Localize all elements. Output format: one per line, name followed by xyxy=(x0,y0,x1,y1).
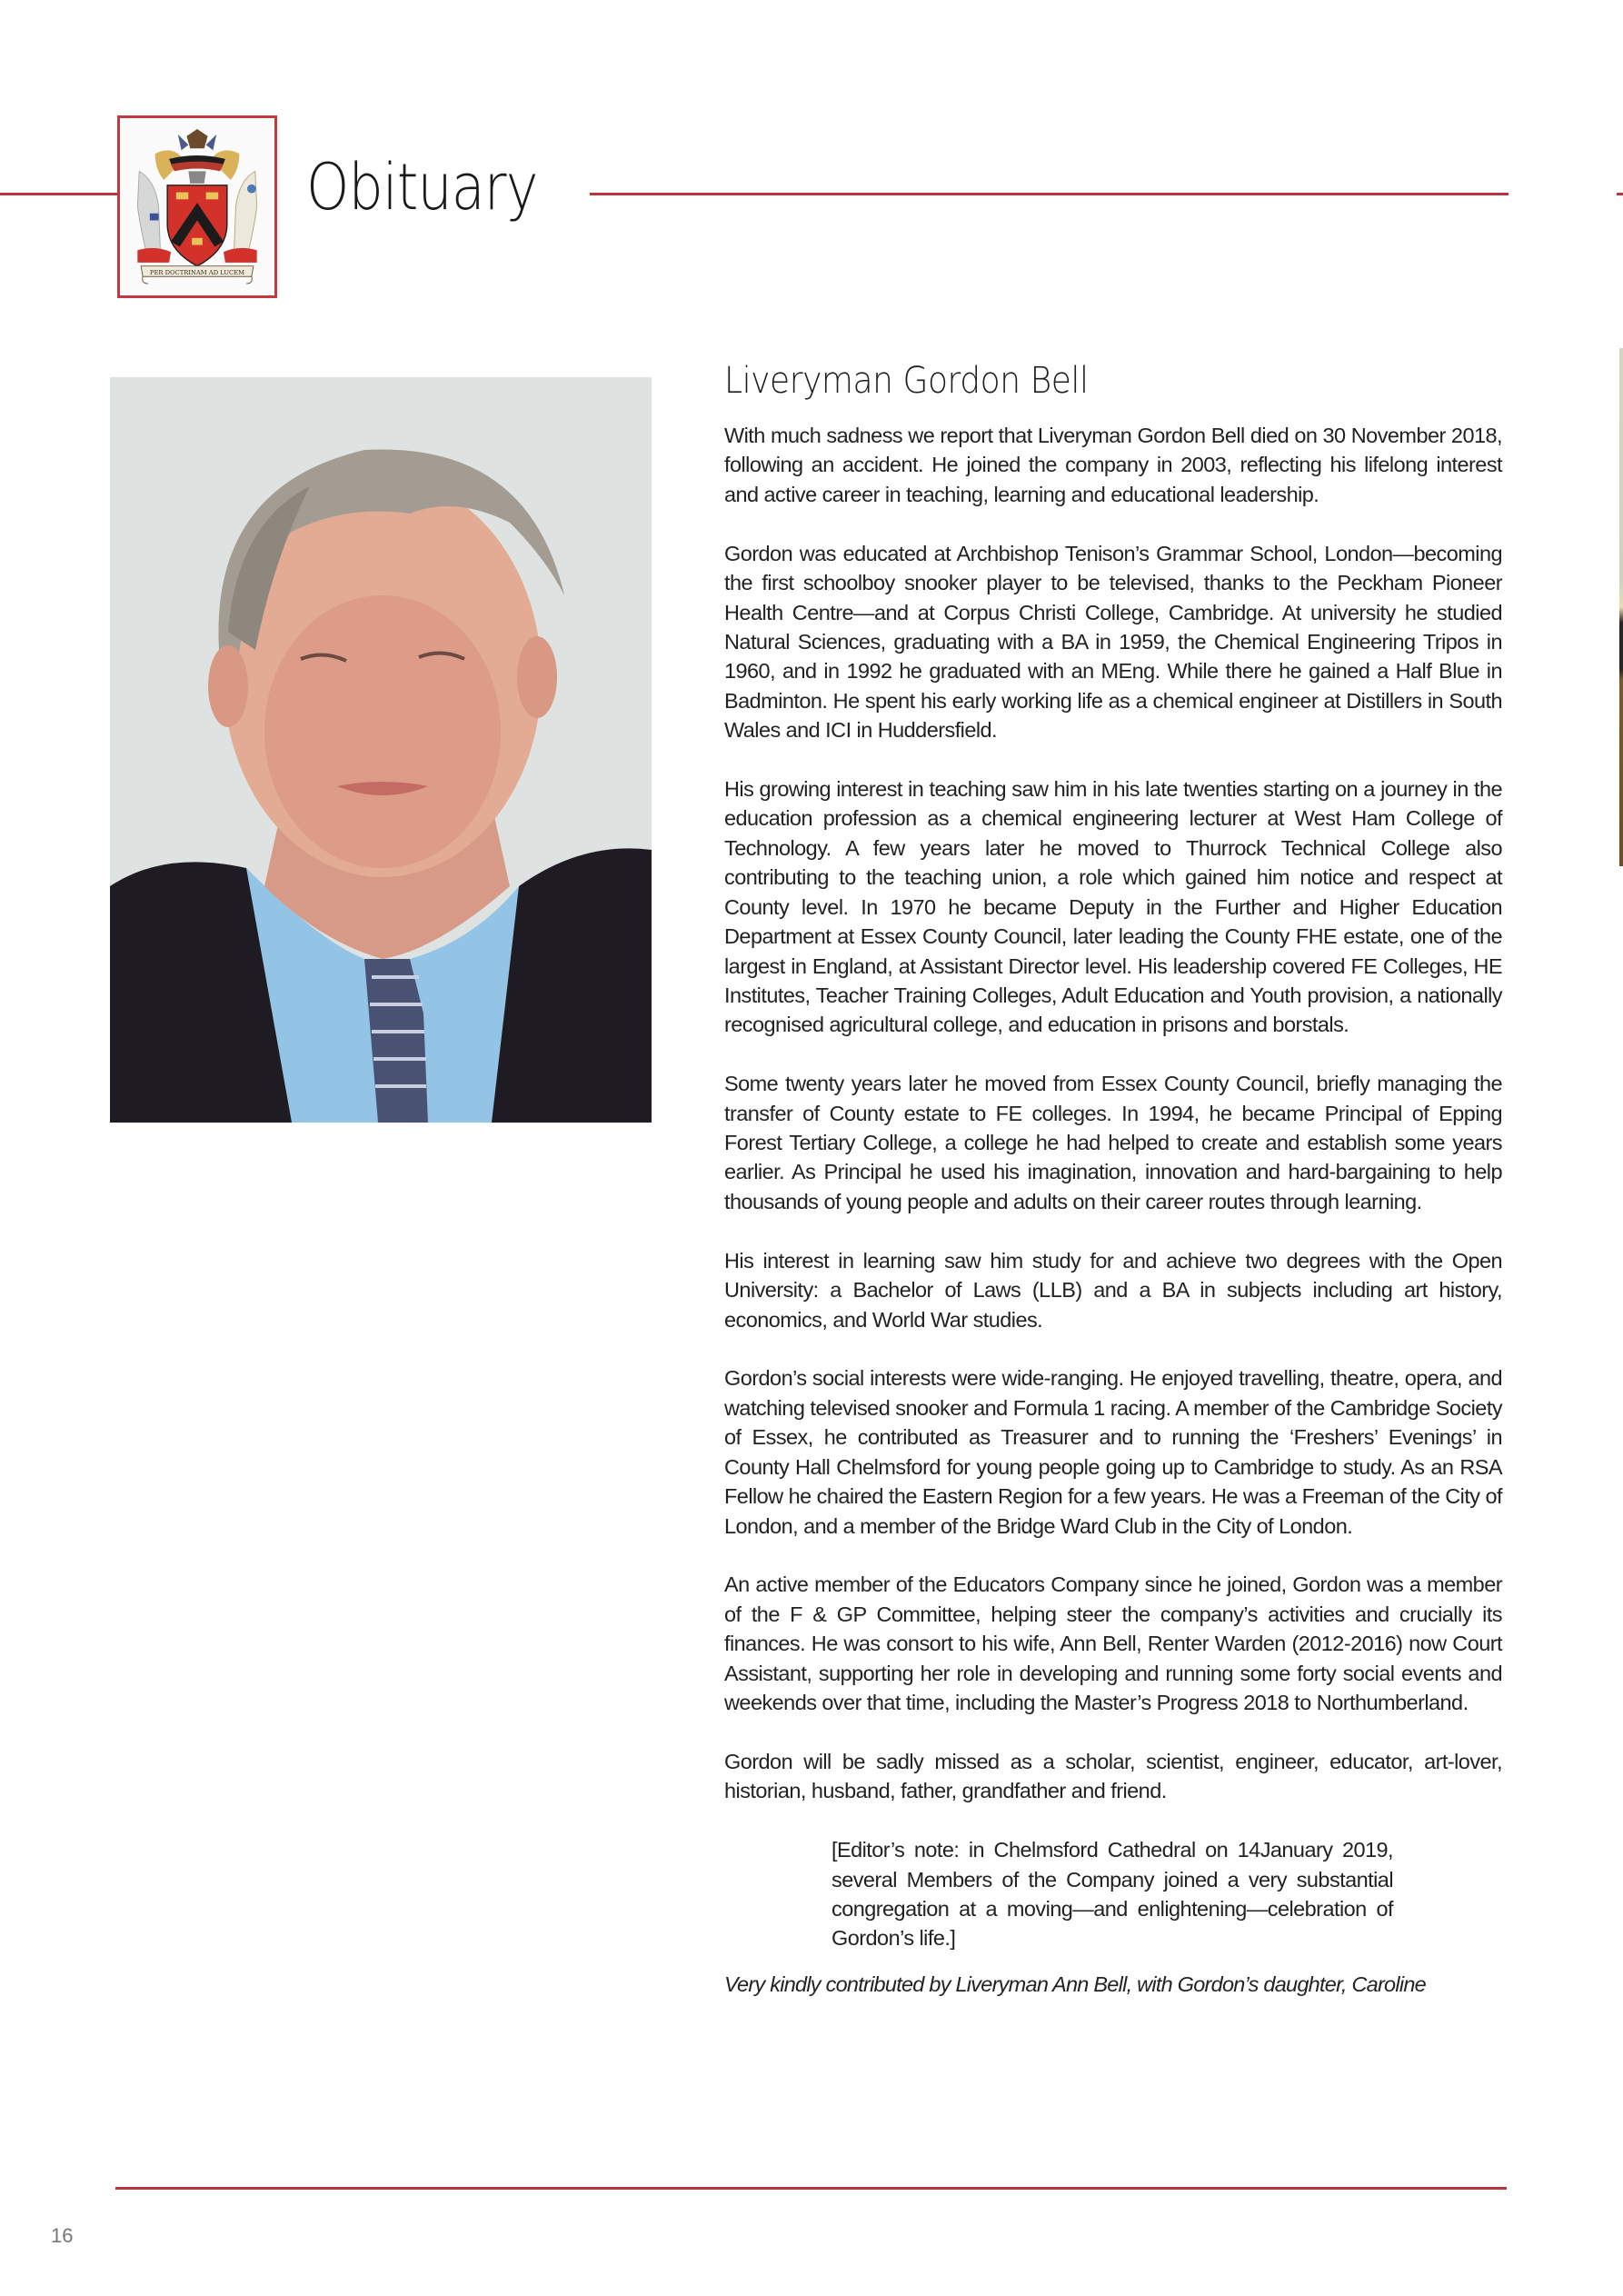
portrait-image xyxy=(110,377,652,1123)
article-paragraph: An active member of the Educators Company since he joined, Gordon was a member of the F & GP Committee, helping steer the company’s activities and crucially its finances. He was consort to his wife, Ann Bell, Renter Warden (2012-2016) now Court Assistant, supporting her role in developing and running some forty social events and weekends over that time, including the Master’s Progress 2018 to Northumberland. xyxy=(724,1572,1502,1715)
article-paragraph: His growing interest in teaching saw him in his late twenties starting on a journey in the education profession as a chemical engineering lecturer at West Ham College of Technology. A few years later he moved to Thurrock Technical College also contributing to the teaching union, a role which gained him notice and respect at County level. In 1970 he became Deputy in the Further and Higher Education Department at Essex County Council, later leading the County FHE estate, one of the largest in England, at Assistant Director level. His leadership covered FE Colleges, HE Institutes, Teacher Training Colleges, Adult Education and Youth provision, a nationally recognised agricultural college, and education in prisons and borstals. xyxy=(724,777,1502,1037)
article-paragraph: Gordon’s social interests were wide-ranging. He enjoyed travelling, theatre, opera, and watching televised snooker and Formula 1 racing. A member of the Cambridge Society of Essex, he contributed as Treasurer and to running the ‘Freshers’ Evenings’ in County Hall Chelmsford for young people going up to Cambridge to study. As an RSA Fellow he chaired the Eastern Region for a few years. He was a Freeman of the City of London, and a member of the Bridge Ward Club in the City of London. xyxy=(724,1366,1502,1538)
svg-text:PER DOCTRINAM AD LUCEM: PER DOCTRINAM AD LUCEM xyxy=(149,268,245,276)
article-paragraph: Gordon will be sadly missed as a scholar, scientist, engineer, educator, art-lover, historian, husband, father, grandfather and friend. xyxy=(724,1749,1502,1803)
article-paragraph: Some twenty years later he moved from Essex County Council, briefly managing the transfer of County estate to FE colleges. In 1994, he became Principal of Epping Forest Tertiary College, a college he had helped to create and establish some years earlier. As Principal he used his imagination, innovation and hard-bargaining to help thousands of young people and adults on their career routes through learning. xyxy=(724,1072,1502,1213)
portrait-photo xyxy=(110,377,652,1123)
header-rule-right xyxy=(590,193,1508,195)
adjacent-page-edge xyxy=(1619,348,1623,866)
page-number: 16 xyxy=(51,2224,74,2247)
header-rule-left xyxy=(0,193,117,195)
article-paragraph: Gordon was educated at Archbishop Tenison’s Grammar School, London—becoming the first schoolboy snooker player to be televised, thanks to the Peckham Pioneer Health Centre—and at Corpus Christi College, Cambridge. At university he studied Natural Sciences, graduating with a BA in 1959, the Chemical Engineering Tripos in 1960, and in 1992 he graduated with an MEng. While there he gained a Half Blue in Badminton. He spent his early working life as a chemical engineer at Distillers in South Wales and ICI in Huddersfield. xyxy=(724,541,1502,743)
article-heading: Liveryman Gordon Bell xyxy=(724,360,1089,402)
header-rule-edge xyxy=(1617,193,1623,195)
contributor-credit: Very kindly contributed by Liveryman Ann Bell, with Gordon’s daughter, Caroline xyxy=(724,1972,1426,1996)
section-title: Obituary xyxy=(306,150,538,225)
article-paragraph: His interest in learning saw him study for and achieve two degrees with the Open University: a Bachelor of Laws (LLB) and a BA in subjects including art history, economics, and World War studies. xyxy=(724,1248,1502,1332)
footer-rule xyxy=(115,2187,1507,2190)
coat-of-arms-icon xyxy=(120,118,274,295)
company-crest xyxy=(117,115,277,298)
article-paragraph: With much sadness we report that Liveryman Gordon Bell died on 30 November 2018, following an accident. He joined the company in 2003, reflecting his lifelong interest and active career in teaching, learning and educational leadership. xyxy=(724,424,1502,506)
editors-note: [Editor’s note: in Chelmsford Cathedral on 14January 2019, several Members of the Company joined a very substantial congregation at a moving—and enlightening—celebration of Gordon’s life.] xyxy=(831,1838,1393,1951)
obituary-article xyxy=(724,359,1502,1999)
